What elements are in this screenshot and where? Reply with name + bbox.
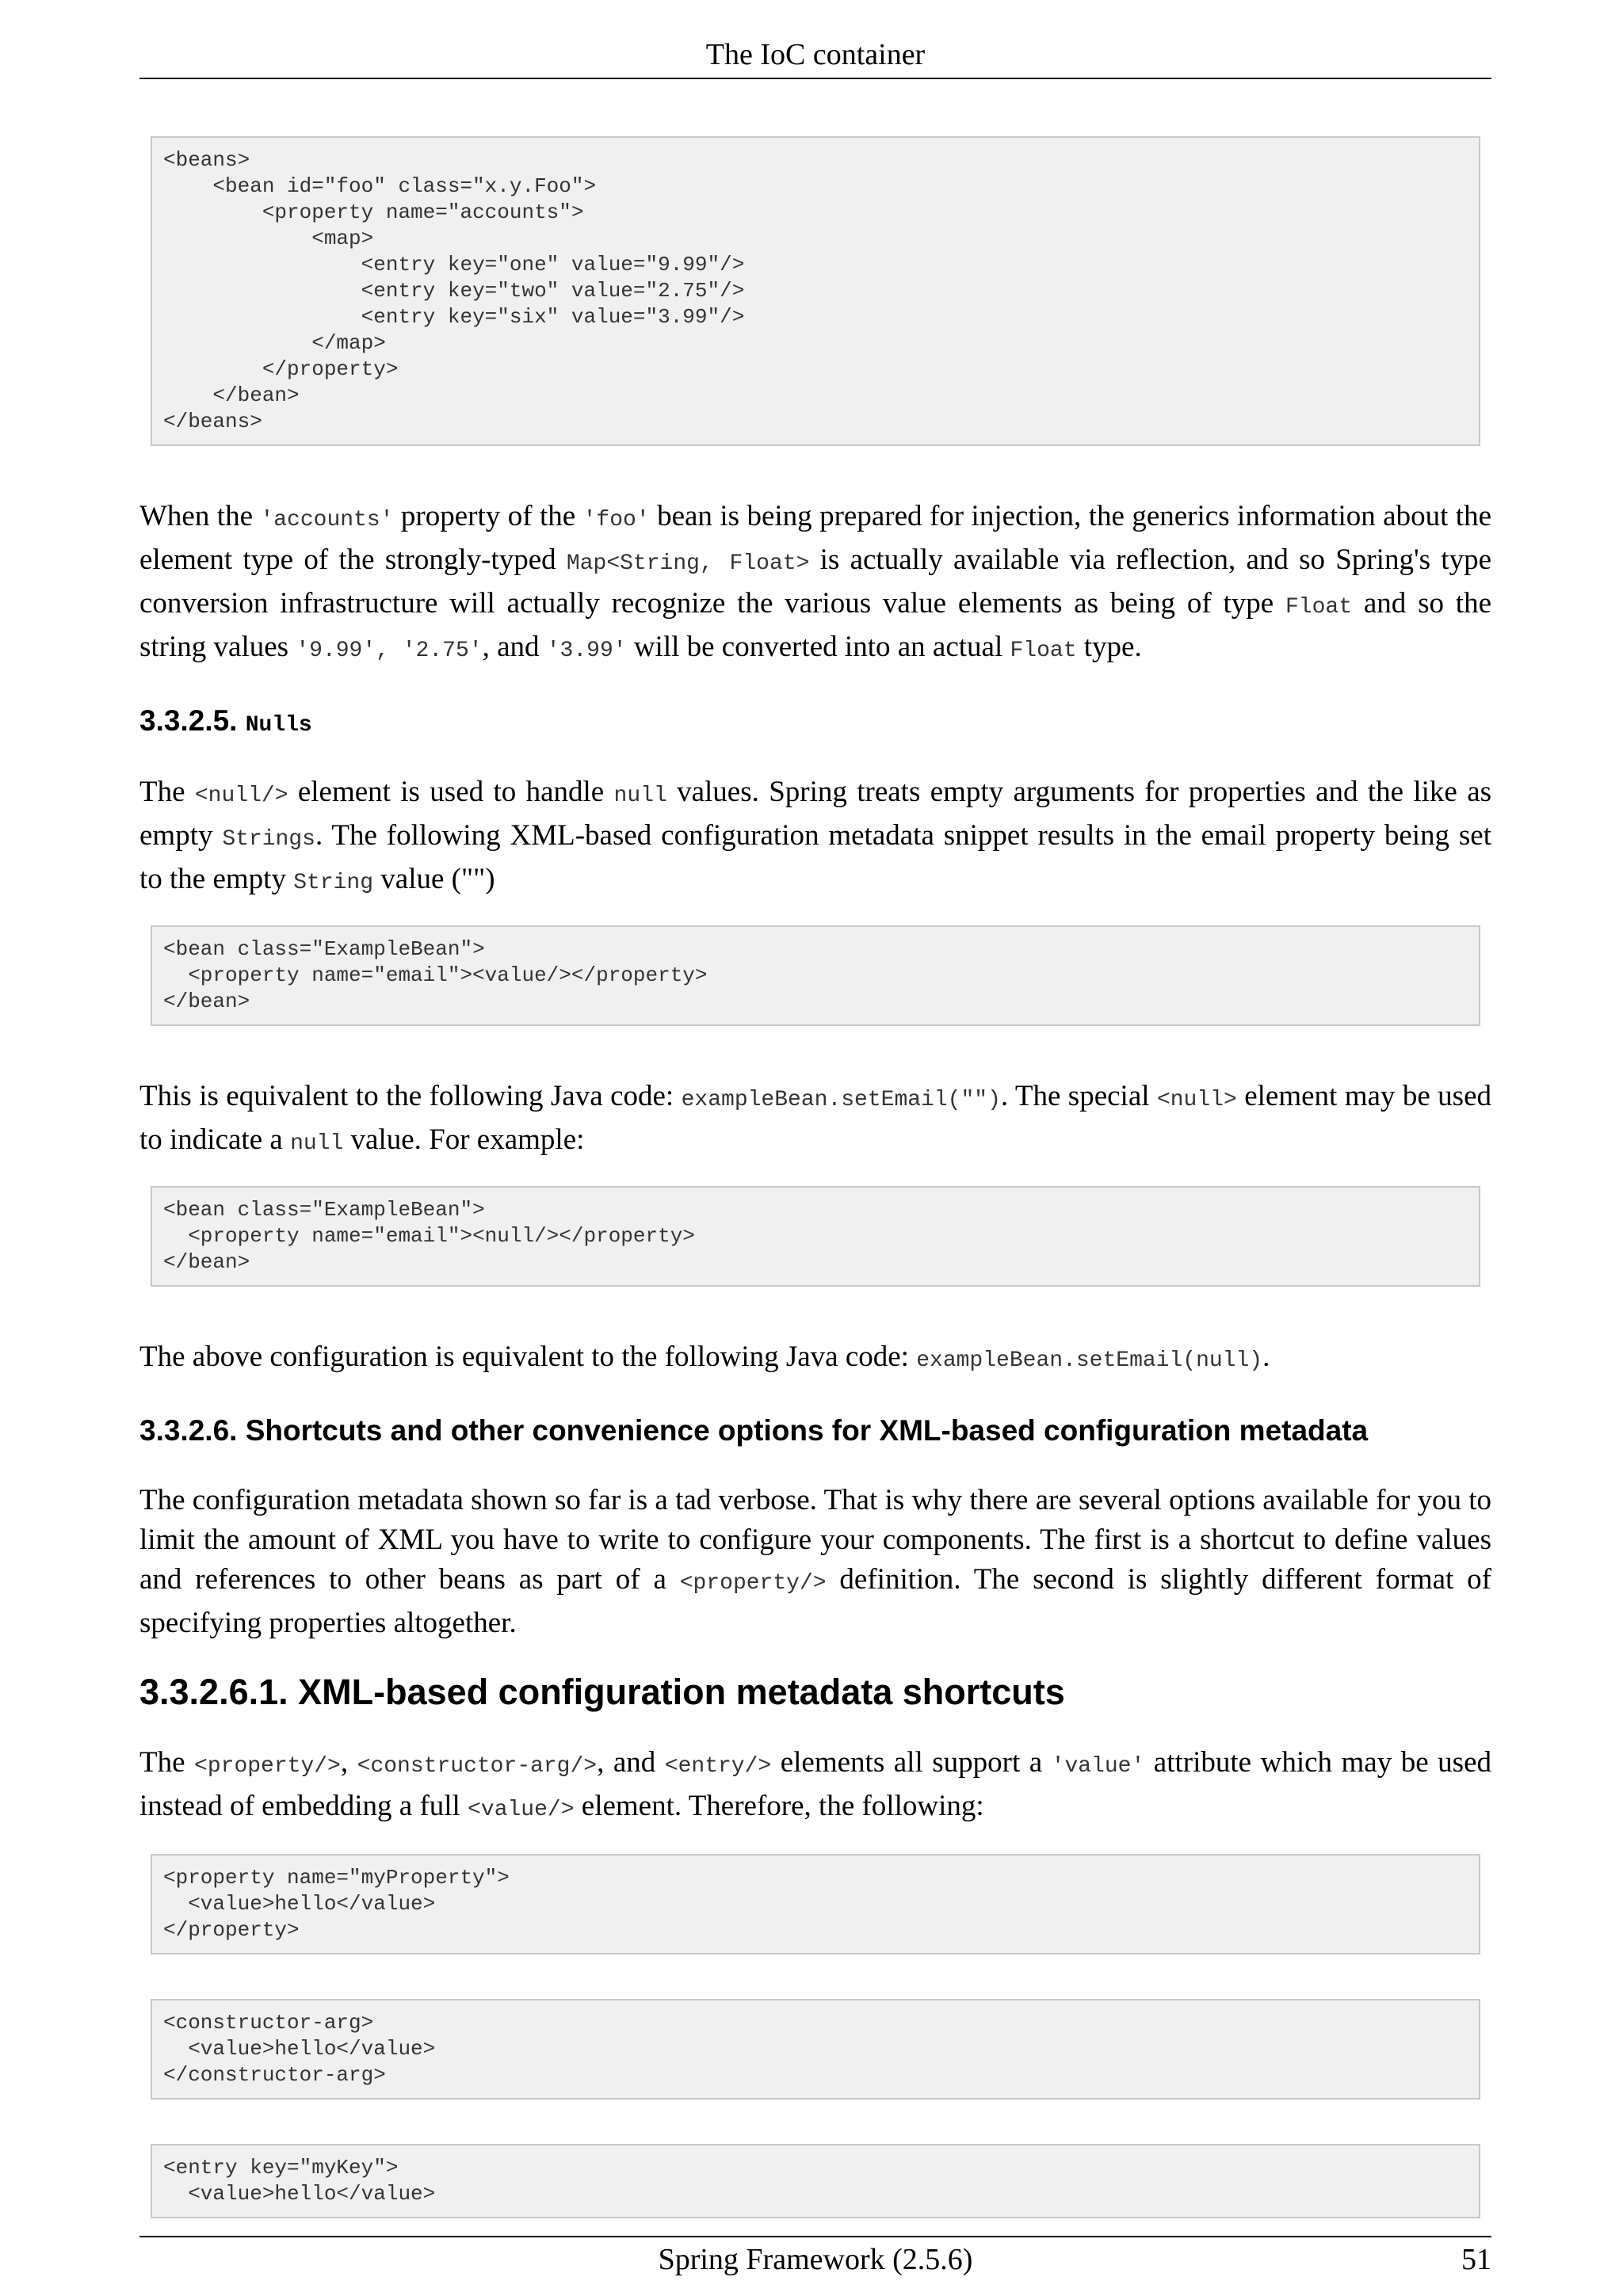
code-block-constructor-value: <constructor-arg> <value>hello</value> </constructor-arg>: [151, 1999, 1480, 2100]
code-block-entry-value: <entry key="myKey"> <value>hello</value>: [151, 2144, 1480, 2218]
paragraph-generics: When the 'accounts' property of the 'foo' bean is being prepared for injection, the generics information about the element type of the strongly-typed Map<String, Float> is actually available via reflection, and so Spring's type conversion infrastructure will actually recognize the various value elements as being of type Float and so the string values '9.99', '2.75', and '3.99' will be converted into an actual Float type.: [139, 500, 1492, 663]
paragraph-nulls: The <null/> element is used to handle null values. Spring treats empty arguments for properties and the like as empty Strings. The following XML-based configuration metadata snippet results in the email property being set to the empty String value (""): [139, 776, 1492, 895]
page-content: [139, 136, 1491, 2218]
code-block-map-example: <beans> <bean id="foo" class="x.y.Foo"> <property name="accounts"> <map> <entry key="one" value="9.99"/> <entry key="two" value="2.75"/> <entry key="six" value="3.99"/> </map> </property> </bean> </beans>: [151, 136, 1480, 446]
section-heading-nulls: 3.3.2.5. Nulls: [139, 704, 312, 738]
paragraph-null-java: The above configuration is equivalent to the following Java code: exampleBean.setEmail(null).: [139, 1341, 1270, 1373]
page-number: 51: [1461, 2243, 1491, 2276]
paragraph-value-attribute: The <property/>, <constructor-arg/>, and <entry/> elements all support a 'value' attribute which may be used instead of embedding a full <value/> element. Therefore, the following:: [139, 1746, 1491, 1822]
paragraph-shortcuts: The configuration metadata shown so far is a tad verbose. That is why there are several options available for you to limit the amount of XML you have to write to configure your components. The first is a shortcut to define values and references to other beans as part of a <property/> definition. The second is slightly different format of specifying properties altogether.: [139, 1484, 1491, 1639]
header-title: The IoC container: [705, 38, 926, 71]
paragraph-java-equivalent: This is equivalent to the following Java code: exampleBean.setEmail(""). The special <null> element may be used to indicate a null value. For example:: [139, 1080, 1491, 1156]
page-header: [139, 35, 1491, 79]
page-footer: [139, 2236, 1491, 2285]
code-block-property-value: <property name="myProperty"> <value>hello</value> </property>: [151, 1854, 1480, 1955]
section-heading-shortcuts: 3.3.2.6. Shortcuts and other convenience options for XML-based configuration metadata: [139, 1414, 1369, 1447]
section-heading-xml-shortcuts: 3.3.2.6.1. XML-based configuration metadata shortcuts: [139, 1672, 1065, 1712]
footer-title: Spring Framework (2.5.6): [658, 2243, 973, 2276]
code-block-empty-value: <bean class="ExampleBean"> <property name="email"><value/></property> </bean>: [151, 925, 1480, 1026]
code-block-null-value: <bean class="ExampleBean"> <property name="email"><null/></property> </bean>: [151, 1186, 1480, 1287]
